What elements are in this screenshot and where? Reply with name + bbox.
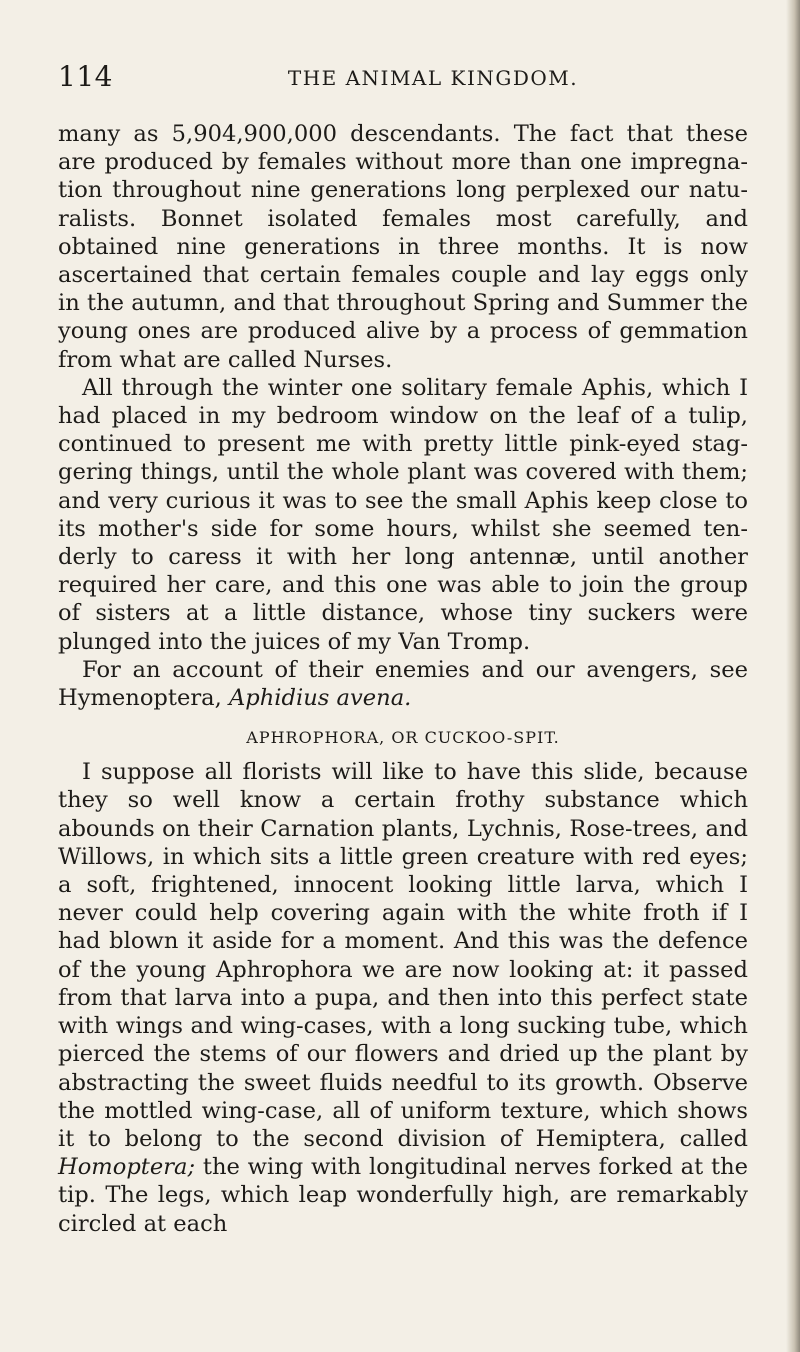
section-heading: APHROPHORA, OR CUCKOO-SPIT. [246,728,560,748]
paragraph-4-text: I suppose all florists will like to have this slide, because they so well know a certain frothy substance which abounds on their Carnation plants, Lychnis, Rose-trees, and Willows, in which sits a little green creature with red eyes; a soft, frightened, innocent looking little larva, which I never could help covering again with the white froth if I had blown it aside for a moment. And this was the defence of the young Aphrophora we are now looking at: it passed from that larva into a pupa, and then into this perfect state with wings and wing-cases, with a long sucking tube, which pierced the stems of our flowers and dried up the plant by abstracting the sweet fluids needful to its growth. Observe the mottled wing-case, all of uniform texture, which shows it to belong to the second division of Hemiptera, called [58,759,748,1152]
paragraph-4-end: the wing with longitudinal nerves forked at the tip. The legs, which leap wonderfully high, are remarkably circled at each [58,1154,748,1237]
paragraph-4 [58,758,748,1237]
paragraph-3-text: For an account of their enemies and our avengers, see Hymenoptera, [58,656,748,712]
paragraph-3 [58,656,748,712]
paragraph-2: All through the winter one solitary female Aphis, which I had placed in my bedroom window on the leaf of a tulip, continued to present me with pretty little pink-eyed staggering things, until the whole plant was covered with them; and very curious it was to see the small Aphis keep close to its mother's side for some hours, whilst she seemed tenderly to caress it with her long antennæ, until another required her care, and this one was able to join the group of sisters at a little distance, whose tiny suckers were plunged into the juices of my Van Tromp. [58,374,748,655]
paragraph-1: many as 5,904,900,000 descendants. The fact that these are produced by females without more than one impregnation throughout nine generations long perplexed our naturalists. Bonnet isolated females most carefully, and obtained nine generations in three months. It is now ascertained that certain females couple and lay eggs only in the autumn, and that throughout Spring and Summer the young ones are produced alive by a process of gemmation from what are called Nurses. [58,121,748,373]
page-number: 114 [58,60,113,93]
page-header [58,60,748,100]
running-head: THE ANIMAL KINGDOM. [287,66,579,90]
paragraph-3-italic: Aphidius avena. [228,685,412,712]
body-text [58,120,748,1238]
paragraph-4-italic: Homoptera; [58,1154,196,1181]
page-edge-shadow [786,0,800,1352]
